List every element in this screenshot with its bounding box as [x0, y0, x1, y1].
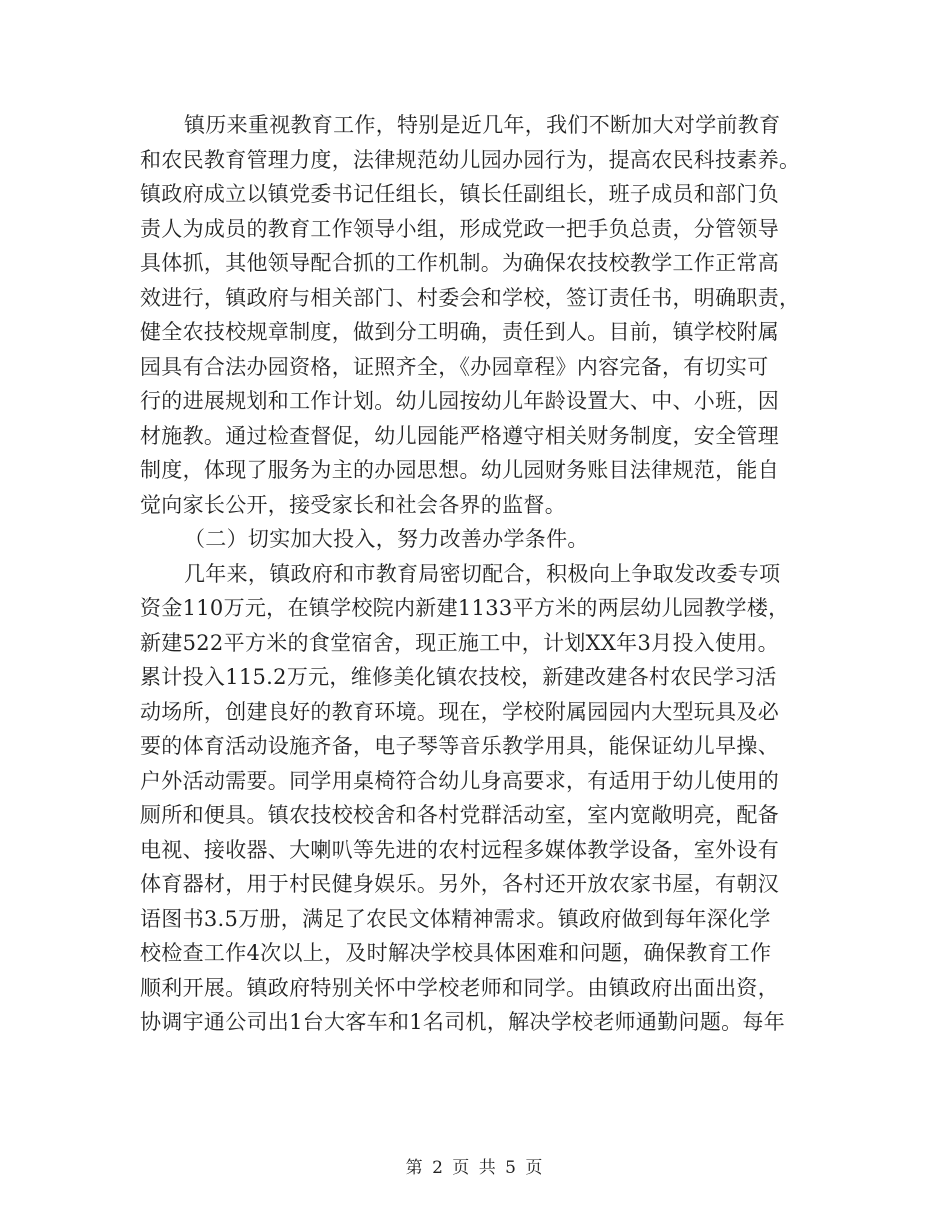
- paragraph-line: 镇历来重视教育工作，特别是近几年，我们不断加大对学前教育: [184, 113, 781, 137]
- paragraph-line: 园具有合法办园资格，证照齐全，《办园章程》内容完备，有切实可: [140, 354, 769, 379]
- paragraph-line: 协调宇通公司出1台大客车和1名司机，解决学校老师通勤问题。每年: [140, 1010, 786, 1034]
- paragraph-line: 和农民教育管理力度，法律规范幼儿园办园行为，提高农民科技素养。: [140, 147, 801, 172]
- paragraph-line: 动场所，创建良好的教育环境。现在，学校附属园园内大型玩具及必: [140, 699, 779, 724]
- paragraph-line: 行的进展规划和工作计划。幼儿园按幼儿年龄设置大、中、小班，因: [140, 389, 779, 413]
- page-number-footer: 第 2 页 共 5 页: [405, 1158, 545, 1178]
- paragraph-line: 镇政府成立以镇党委书记任组长，镇长任副组长，班子成员和部门负: [140, 182, 779, 206]
- paragraph-line: 材施教。通过检查督促，幼儿园能严格遵守相关财务制度，安全管理: [140, 423, 779, 448]
- paragraph-line: 效进行，镇政府与相关部门、村委会和学校，签订责任书，明确职责，: [140, 285, 801, 310]
- paragraph-line: 具体抓，其他领导配合抓的工作机制。为确保农技校教学工作正常高: [140, 251, 779, 275]
- paragraph-line: 新建522平方米的食堂宿舍，现正施工中，计划XX年3月投入使用。: [140, 630, 779, 655]
- paragraph-line: 校检查工作4次以上，及时解决学校具体困难和问题，确保教育工作: [140, 941, 772, 965]
- body-text: [140, 108, 820, 1040]
- paragraph-line: 制度，体现了服务为主的办园思想。幼儿园财务账目法律规范，能自: [140, 458, 779, 482]
- paragraph-line: 资金110万元，在镇学校院内新建1133平方米的两层幼儿园教学楼，: [140, 596, 790, 620]
- paragraph-line: 语图书3.5万册，满足了农民文体精神需求。镇政府做到每年深化学: [140, 906, 771, 931]
- paragraph-line: 责人为成员的教育工作领导小组，形成党政一把手负总责，分管领导: [140, 216, 779, 241]
- section-heading: （二）切实加大投入，努力改善办学条件。: [184, 527, 589, 551]
- paragraph-line: 累计投入115.2万元，维修美化镇农技校，新建改建各村农民学习活: [140, 665, 777, 689]
- paragraph-line: 要的体育活动设施齐备，电子琴等音乐教学用具，能保证幼儿早操、: [140, 734, 779, 758]
- paragraph-line: 电视、接收器、大喇叭等先进的农村远程多媒体教学设备，室外设有: [140, 837, 779, 862]
- paragraph-line: 健全农技校规章制度，做到分工明确，责任到人。目前，镇学校附属: [140, 320, 779, 344]
- paragraph-line: 体育器材，用于村民健身娱乐。另外，各村还开放农家书屋，有朝汉: [140, 872, 779, 896]
- paragraph-line: 户外活动需要。同学用桌椅符合幼儿身高要求，有适用于幼儿使用的: [140, 768, 779, 793]
- paragraph-line: 几年来，镇政府和市教育局密切配合，积极向上争取发改委专项: [184, 561, 781, 586]
- paragraph-line: 厕所和便具。镇农技校校舍和各村党群活动室，室内宽敞明亮，配备: [140, 803, 779, 827]
- paragraph-line: 顺利开展。镇政府特别关怀中学校老师和同学。由镇政府出面出资，: [140, 975, 779, 1000]
- paragraph-line: 觉向家长公开，接受家长和社会各界的监督。: [140, 492, 566, 517]
